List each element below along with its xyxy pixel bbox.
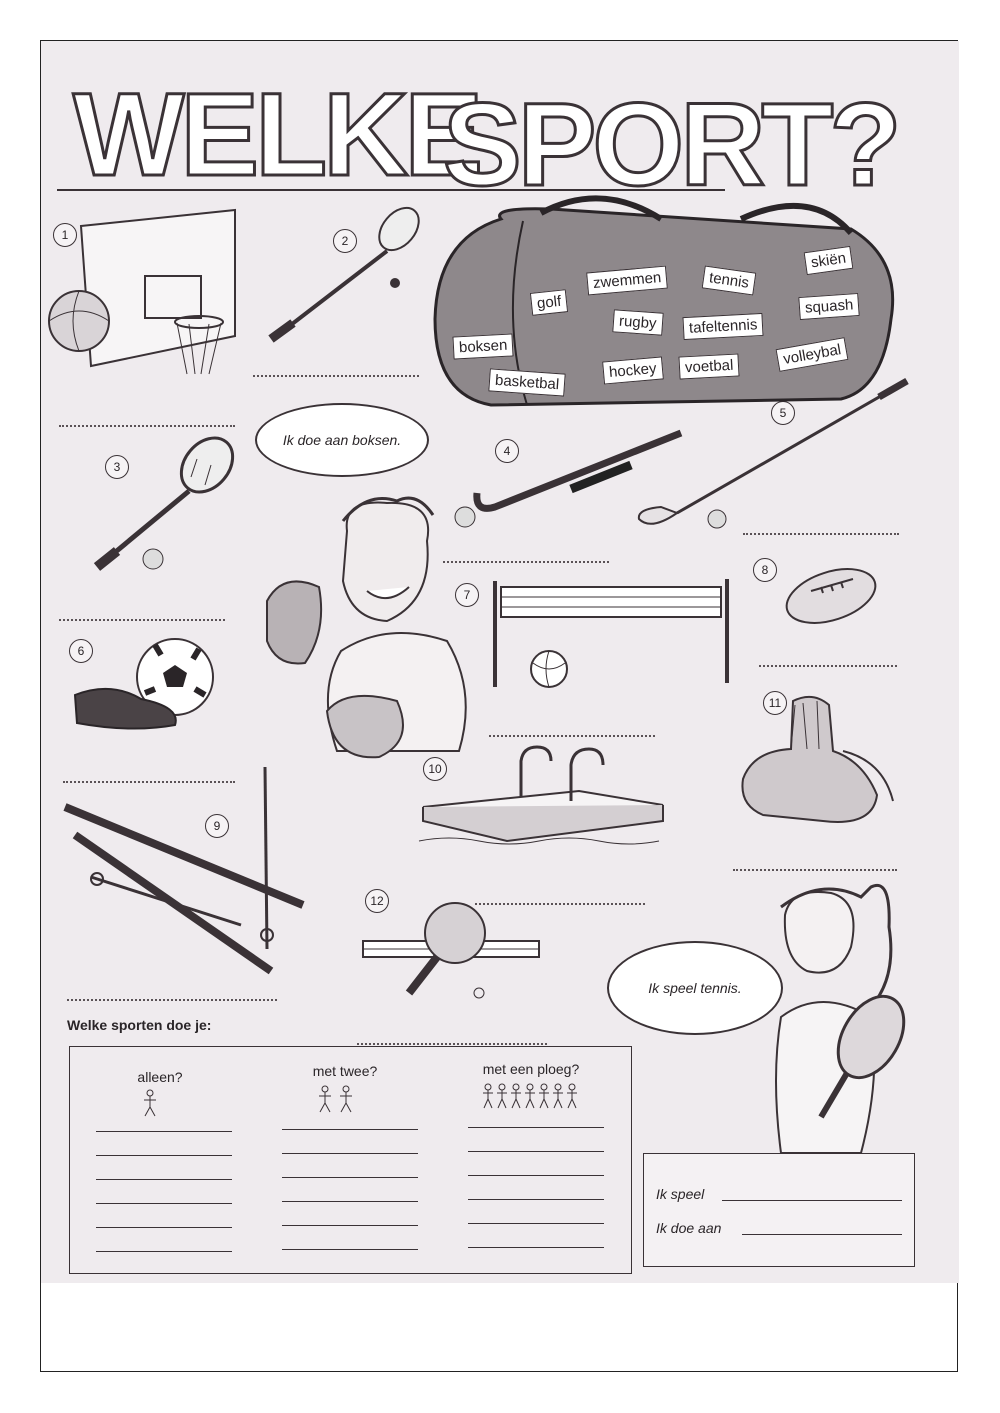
column-header-met-twee: met twee?	[312, 1063, 378, 1079]
swimming-pool-icon	[419, 741, 669, 851]
write-line[interactable]	[282, 1201, 418, 1202]
bag-word-rugby: rugby	[612, 309, 663, 335]
title-word-2: SPORT?	[443, 79, 898, 211]
bag-word-zwemmen: zwemmen	[586, 266, 668, 296]
answer-label-speel: Ik speel	[656, 1186, 705, 1202]
write-line[interactable]	[282, 1249, 418, 1250]
squash-racket-icon	[263, 201, 433, 351]
number-7: 7	[455, 583, 479, 607]
boy-boxer-icon	[247, 491, 477, 761]
number-11: 11	[763, 691, 787, 715]
bag-word-skien: skiën	[804, 246, 854, 275]
answer-dots-2	[253, 375, 419, 377]
boxing-gloves-icon	[733, 691, 903, 831]
number-4: 4	[495, 439, 519, 463]
tennis-racket-icon	[87, 429, 247, 579]
basketball-hoop-icon	[49, 206, 239, 386]
bag-word-boksen: boksen	[452, 333, 513, 359]
question-label: Welke sporten doe je:	[67, 1017, 212, 1033]
sports-table	[69, 1046, 632, 1274]
write-line[interactable]	[468, 1127, 604, 1128]
bag-word-squash: squash	[798, 293, 860, 320]
team-persons-icon	[482, 1083, 586, 1109]
write-line[interactable]	[468, 1223, 604, 1224]
column-header-alleen: alleen?	[137, 1069, 183, 1085]
number-6: 6	[69, 639, 93, 663]
worksheet-page	[40, 40, 958, 1372]
volleyball-net-icon	[487, 571, 737, 691]
write-line[interactable]	[468, 1151, 604, 1152]
answer-line-doe-aan[interactable]	[742, 1234, 902, 1235]
number-10: 10	[423, 757, 447, 781]
answer-dots-3	[59, 619, 225, 621]
write-line[interactable]	[96, 1131, 232, 1132]
two-persons-icon	[316, 1085, 356, 1113]
number-3: 3	[105, 455, 129, 479]
speech-bubble-girl: Ik speel tennis.	[607, 941, 783, 1035]
write-line[interactable]	[96, 1155, 232, 1156]
number-1: 1	[53, 223, 77, 247]
column-header-met-een-ploeg: met een ploeg?	[482, 1061, 580, 1077]
football-shoe-icon	[71, 637, 221, 747]
golf-club-icon	[631, 371, 921, 541]
answer-box	[643, 1153, 915, 1267]
number-12: 12	[365, 889, 389, 913]
write-line[interactable]	[96, 1251, 232, 1252]
bag-word-voetbal: voetbal	[678, 353, 739, 379]
bag-word-tafeltennis: tafeltennis	[682, 313, 763, 340]
number-9: 9	[205, 814, 229, 838]
number-8: 8	[753, 558, 777, 582]
girl-tennis-icon	[721, 867, 921, 1157]
write-line[interactable]	[96, 1203, 232, 1204]
write-line[interactable]	[468, 1247, 604, 1248]
answer-line-speel[interactable]	[722, 1200, 902, 1201]
number-2: 2	[333, 229, 357, 253]
answer-label-doe-aan: Ik doe aan	[656, 1220, 722, 1236]
bag-word-tennis: tennis	[702, 265, 757, 295]
bag-word-golf: golf	[530, 289, 568, 316]
title-underline	[57, 189, 725, 191]
write-line[interactable]	[282, 1177, 418, 1178]
bag-word-basketbal: basketbal	[488, 368, 566, 396]
speech-bubble-boy: Ik doe aan boksen.	[255, 403, 429, 477]
bag-word-hockey: hockey	[602, 356, 663, 384]
title-lettering	[55, 45, 898, 211]
answer-dots-12	[357, 1043, 547, 1045]
write-line[interactable]	[282, 1153, 418, 1154]
bag-word-volleybal: volleybal	[776, 337, 849, 372]
write-line[interactable]	[282, 1225, 418, 1226]
rugby-ball-icon	[781, 561, 881, 631]
skis-icon	[61, 757, 311, 987]
scanned-worksheet	[41, 41, 959, 1283]
write-line[interactable]	[96, 1227, 232, 1228]
title-word-1: WELKE	[73, 69, 480, 201]
answer-dots-1	[59, 425, 235, 427]
write-line[interactable]	[282, 1129, 418, 1130]
write-line[interactable]	[468, 1199, 604, 1200]
number-5: 5	[771, 401, 795, 425]
table-tennis-icon	[357, 897, 547, 1007]
one-person-icon	[142, 1089, 158, 1117]
answer-dots-9	[67, 999, 277, 1001]
answer-dots-7	[489, 735, 655, 737]
answer-dots-8	[759, 665, 897, 667]
answer-dots-5	[743, 533, 899, 535]
write-line[interactable]	[96, 1179, 232, 1180]
write-line[interactable]	[468, 1175, 604, 1176]
